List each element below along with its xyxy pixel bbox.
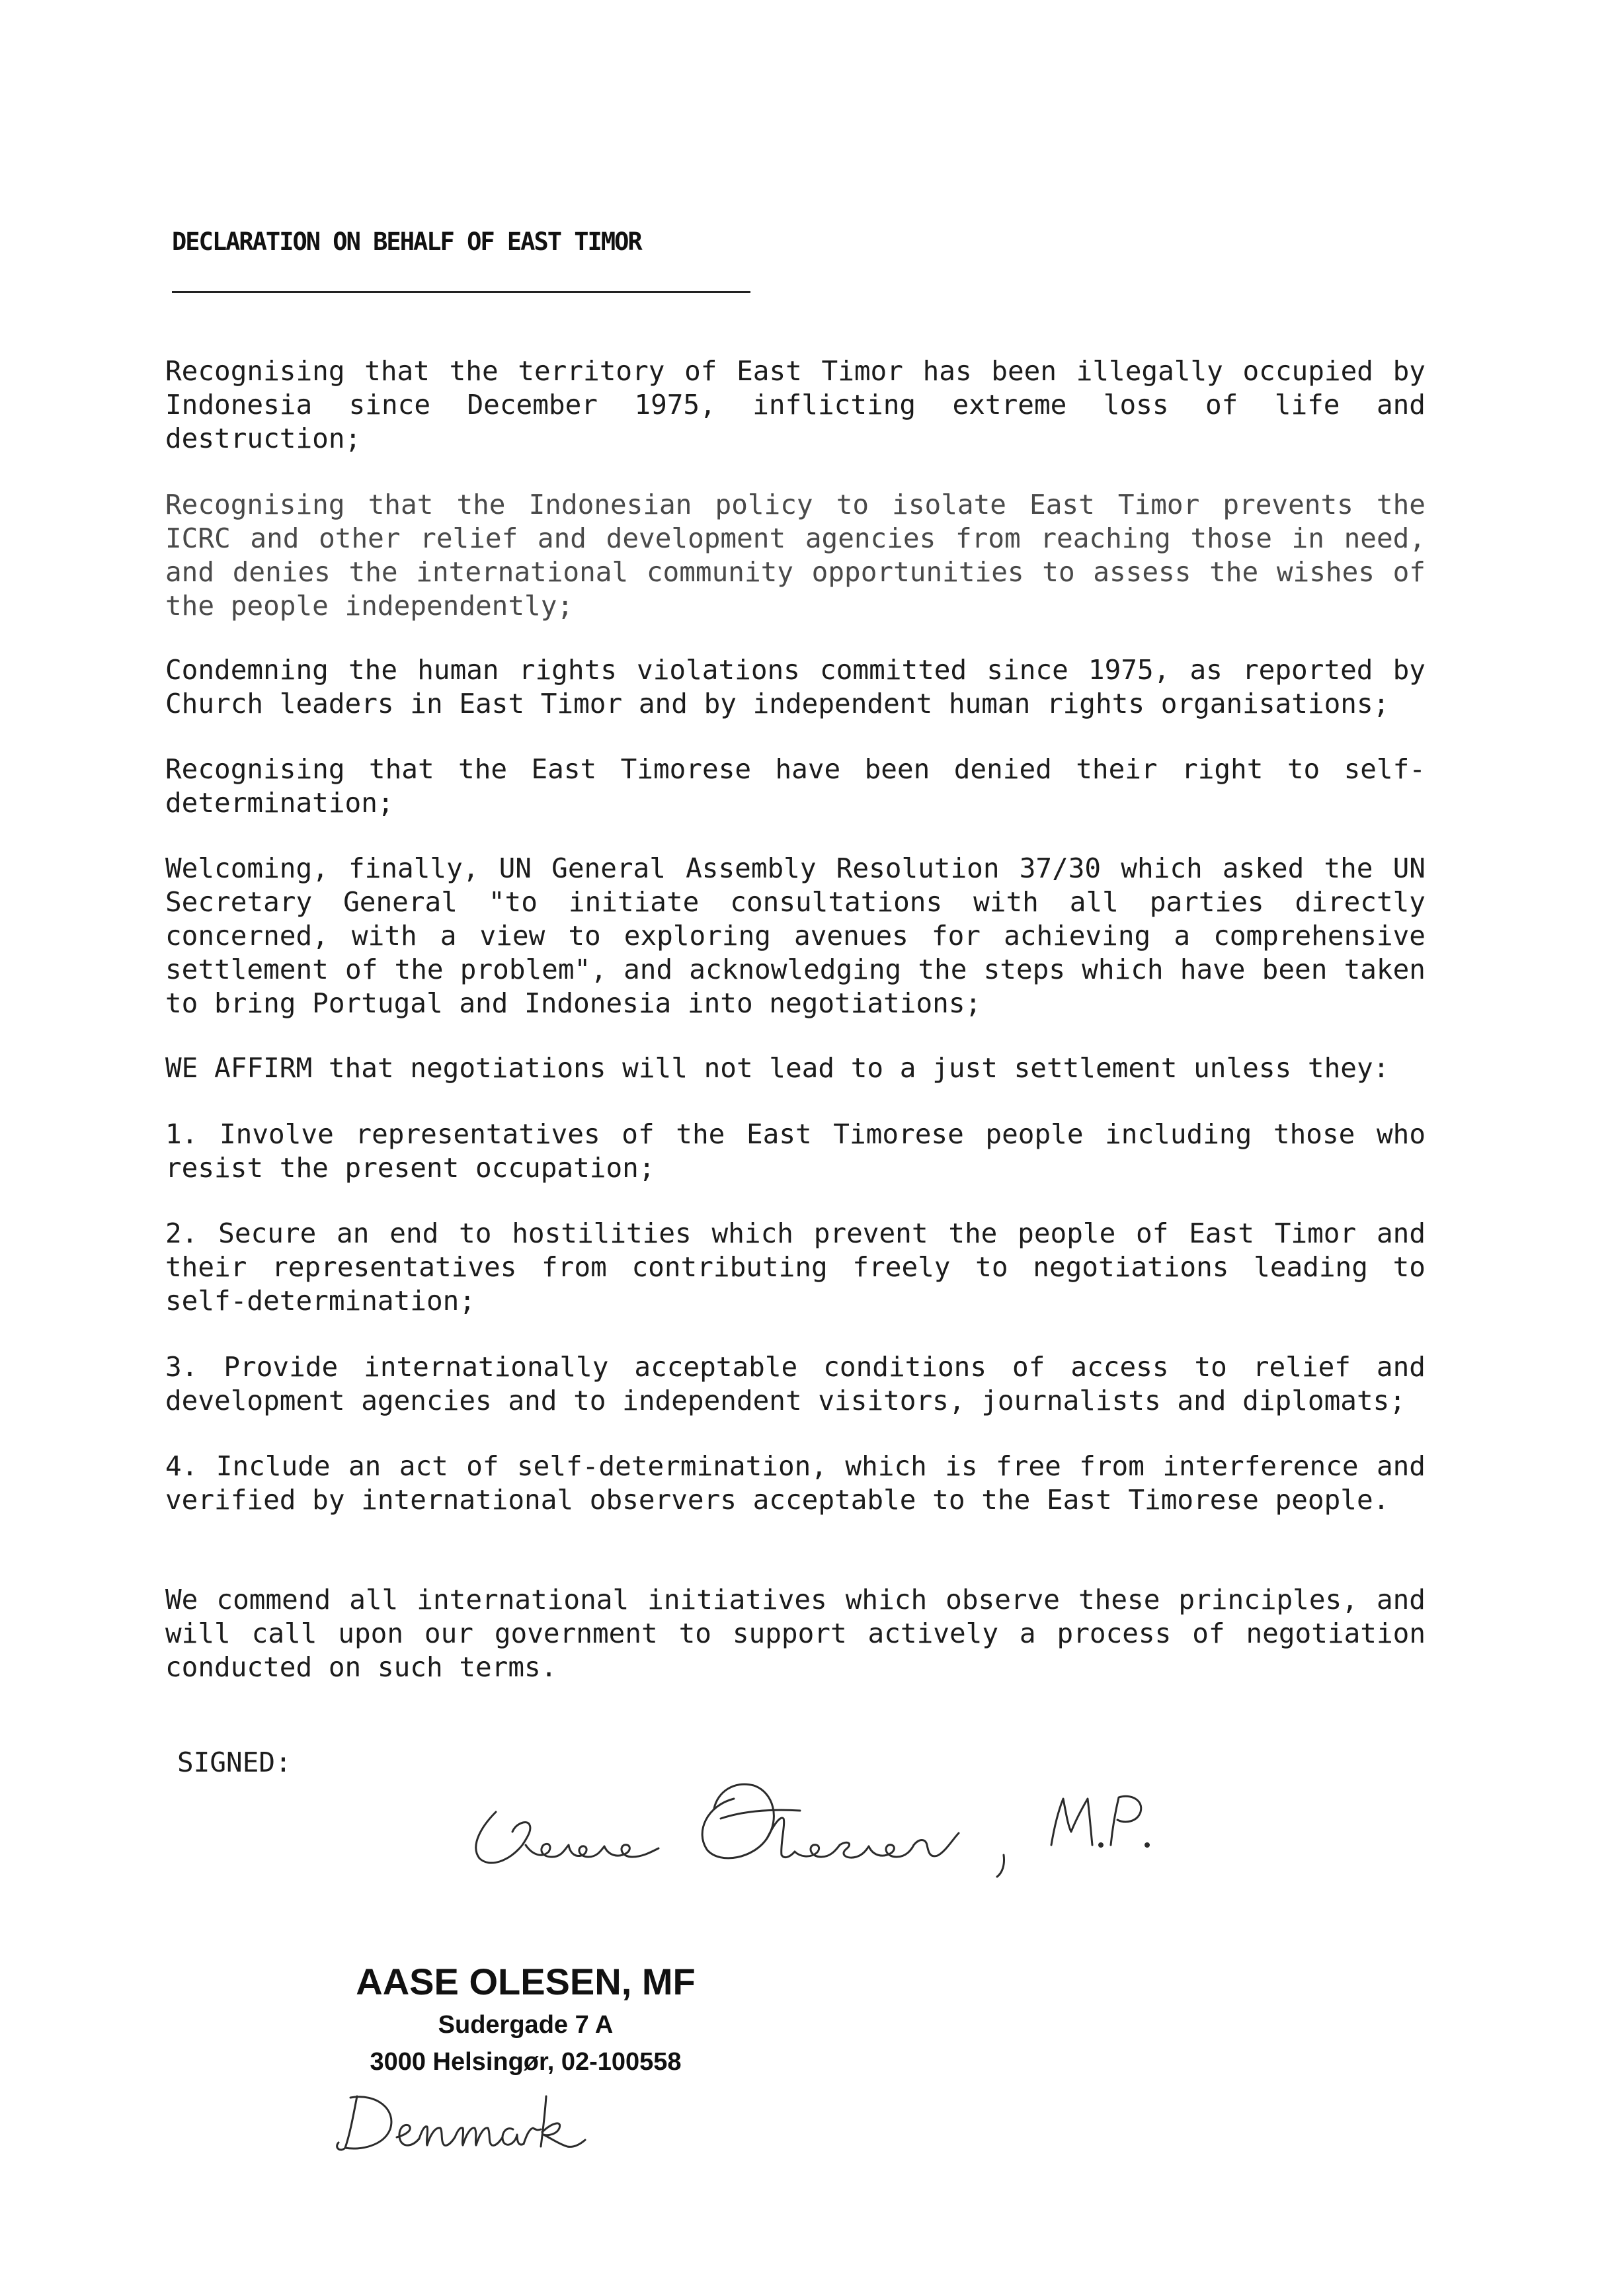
list-item-2: 2. Secure an end to hostilities which prevent the people of East Timor and their representatives from contributing freely to negotiations leading to self-determination; <box>165 1217 1426 1317</box>
list-item-3: 3. Provide internationally acceptable conditions of access to relief and development agencies and to independent visitors, journalists and diplomats; <box>165 1351 1426 1416</box>
paragraph-recognising-isolation: Recognising that the Indonesian policy to isolate East Timor prevents the ICRC and other relief and development agencies from reaching those in need, and denies the international community opportunities to assess the wishes of the people independently; <box>165 489 1426 622</box>
paragraph-condemning-violations: Condemning the human rights violations committed since 1975, as reported by Church leaders in East Timor and by independent human rights organisations; <box>165 654 1426 719</box>
paragraph-self-determination-denied: Recognising that the East Timorese have been denied their right to self-determination; <box>165 753 1426 819</box>
signed-label: SIGNED: <box>177 1746 292 1778</box>
title-underline <box>172 291 750 293</box>
stamp-street: Sudergade 7 A <box>438 2011 614 2039</box>
paragraph-we-affirm: WE AFFIRM that negotiations will not lead to a just settlement unless they: <box>165 1052 1390 1084</box>
list-item-1: 1. Involve representatives of the East Timorese people including those who resist the present occupation; <box>165 1118 1426 1184</box>
list-item-4: 4. Include an act of self-determination, which is free from interference and verified by international observers acceptable to the East Timorese people. <box>165 1450 1426 1516</box>
address-stamp <box>311 1957 741 2080</box>
document-title: DECLARATION ON BEHALF OF EAST TIMOR <box>172 227 641 256</box>
handwritten-signature <box>456 1746 1157 1878</box>
stamp-name: AASE OLESEN, MF <box>356 1961 696 2002</box>
paragraph-welcoming-resolution: Welcoming, finally, UN General Assembly Resolution 37/30 which asked the UN Secretary General "to initiate consultations with all parties directly concerned, with a view to exploring avenues for achieving a comprehensive settlement of the problem", and acknowledging the steps which have been taken to bring Portugal and Indonesia into negotiations; <box>165 852 1426 1019</box>
handwritten-country-image <box>331 2083 595 2156</box>
signature-image <box>456 1746 1157 1878</box>
paragraph-we-commend: We commend all international initiatives which observe these principles, and will call upon our government to support actively a process of negotiation conducted on such terms. <box>165 1584 1426 1683</box>
handwritten-country <box>331 2083 595 2156</box>
stamp-city-phone: 3000 Helsingør, 02-100558 <box>370 2048 682 2076</box>
paragraph-recognising-occupation: Recognising that the territory of East Timor has been illegally occupied by Indonesia since December 1975, inflicting extreme loss of life and destruction; <box>165 355 1426 454</box>
